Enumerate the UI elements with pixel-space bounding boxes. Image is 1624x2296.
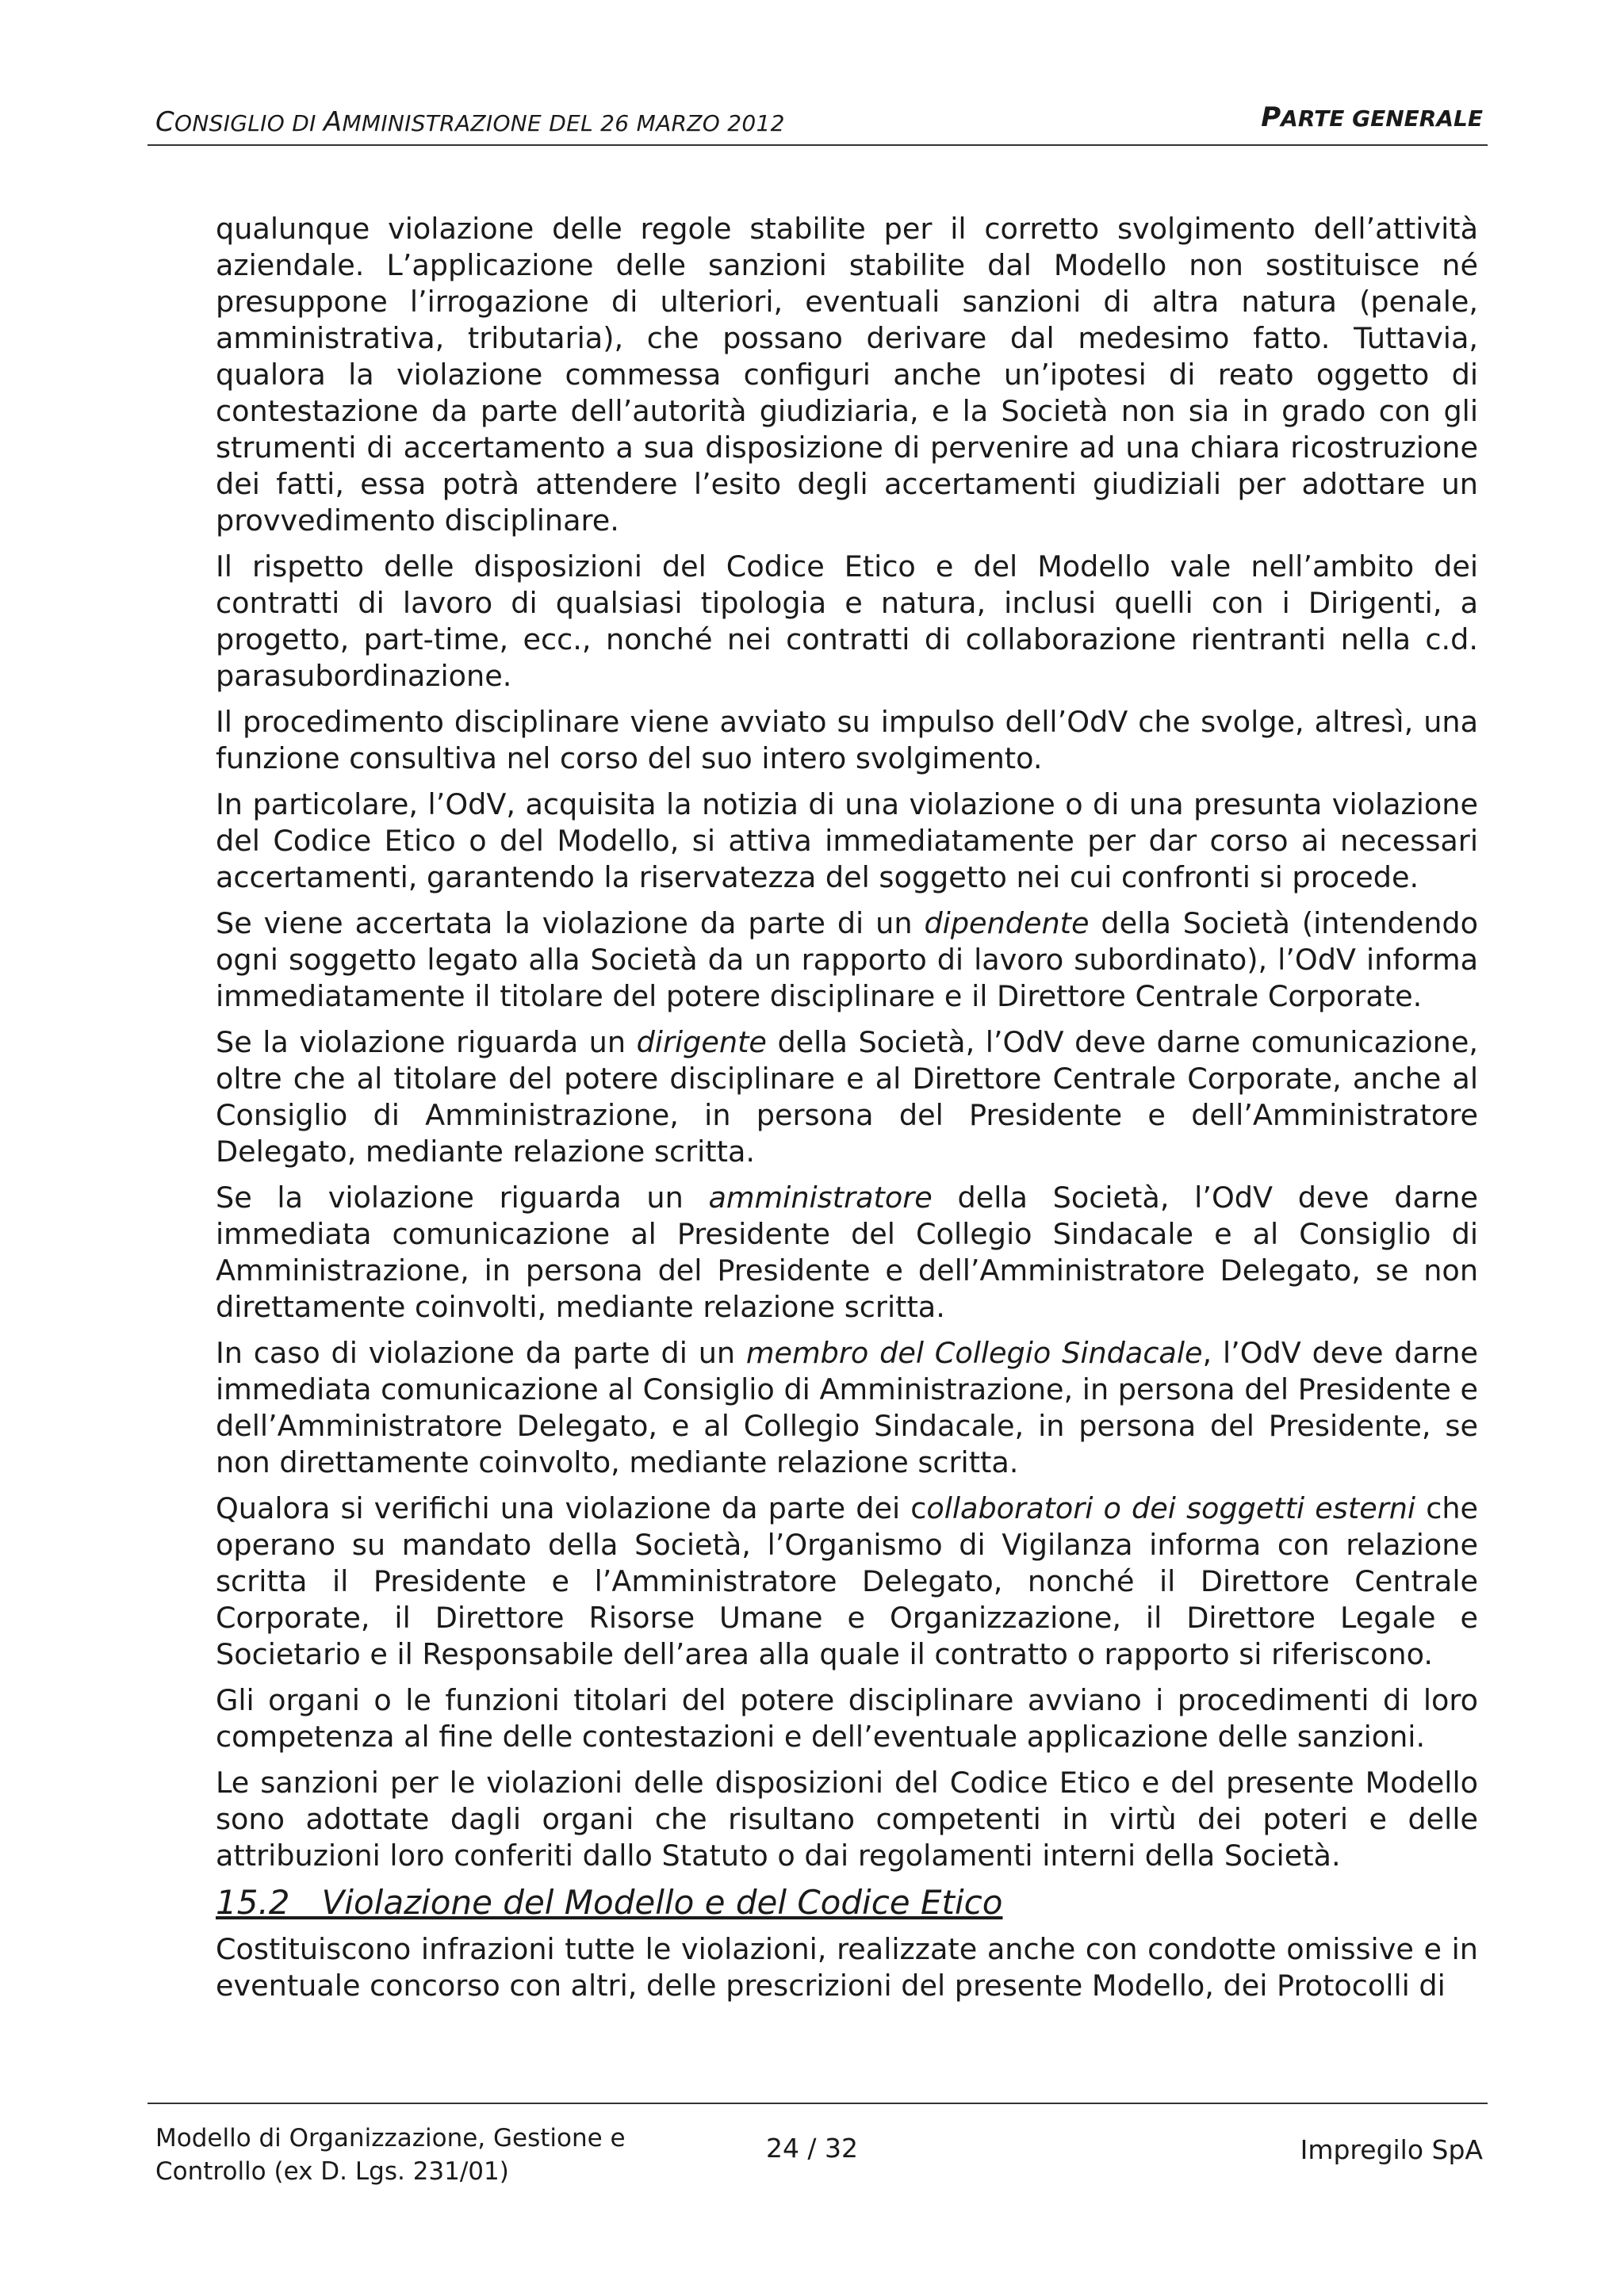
header-section-title: PARTE GENERALE [1261,101,1483,133]
paragraph: Se la violazione riguarda un amministratore della Società, l’OdV deve darne immediata comunicazione al Presidente del Collegio Sindacale e al Consiglio di Amministrazione, in persona del Presidente e dell’Amministratore Delegato, se non direttamente coinvolti, mediante relazione scritta. [216,1181,1478,1324]
paragraph: Il procedimento disciplinare viene avviato su impulso dell’OdV che svolge, altresì, una funzione consultiva nel corso del suo intero svolgimento. [216,705,1478,775]
paragraph: In caso di violazione da parte di un membro del Collegio Sindacale, l’OdV deve darne immediata comunicazione al Consiglio di Amministrazione, in persona del Presidente e dell’Amministratore Delegato, e al Collegio Sindacale, in persona del Presidente, se non direttamente coinvolto, mediante relazione scritta. [216,1336,1478,1479]
footer-divider [147,2103,1488,2104]
section-heading: 15.2 Violazione del Modello e del Codice Etico [216,1883,1003,1922]
paragraph: Qualora si verifichi una violazione da parte dei collaboratori o dei soggetti esterni che operano su mandato della Società, l’Organismo di Vigilanza informa con relazione scritta il Presidente e l’Amministratore Delegato, nonché il Direttore Centrale Corporate, il Direttore Risorse Umane e Organizzazione, il Direttore Legale e Societario e il Responsabile dell’area alla quale il contratto o rapporto si riferiscono. [216,1491,1479,1671]
header-document-title: CONSIGLIO DI AMMINISTRAZIONE DEL 26 MARZO 2012 [155,106,785,138]
paragraph: Se viene accertata la violazione da parte di un dipendente della Società (intendendo ogni soggetto legato alla Società da un rapporto di lavoro subordinato), l’OdV informa immediatamente il titolare del potere disciplinare e il Direttore Centrale Corporate. [216,906,1479,1013]
paragraph: Se la violazione riguarda un dirigente della Società, l’OdV deve darne comunicazione, oltre che al titolare del potere disciplinare e al Direttore Centrale Corporate, anche al Consiglio di Amministrazione, in persona del Presidente e dell’Amministratore Delegato, mediante relazione scritta. [216,1025,1478,1169]
emphasis: dirigente [636,1025,767,1059]
paragraph: qualunque violazione delle regole stabilite per il corretto svolgimento dell’attività aziendale. L’applicazione delle sanzioni stabilite dal Modello non sostituisce né presuppone l’irrogazione di ulteriori, eventuali sanzioni di altra natura (penale, amministrativa, tributaria), che possano derivare dal medesimo fatto. Tuttavia, qualora la violazione commessa configuri anche un’ipotesi di reato oggetto di contestazione da parte dell’autorità giudiziaria, e la Società non sia in grado con gli strumenti di accertamento a sua disposizione di pervenire ad una chiara ricostruzione dei fatti, essa potrà attendere l’esito degli accertamenti giudiziali per adottare un provvedimento disciplinare. [216,212,1478,538]
emphasis: dipendente [924,906,1090,940]
paragraph: Le sanzioni per le violazioni delle disposizioni del Codice Etico e del presente Modello sono adottate dagli organi che risultano competenti in virtù dei poteri e delle attribuzioni loro conferiti dallo Statuto o dai regolamenti interni della Società. [216,1766,1478,1873]
footer-company: Impregilo SpA [1300,2134,1483,2165]
header-divider [147,144,1488,146]
emphasis: amministratore [708,1181,933,1215]
emphasis: membro del Collegio Sindacale [745,1336,1203,1370]
paragraph: Il rispetto delle disposizioni del Codice Etico e del Modello vale nell’ambito dei contratti di lavoro di qualsiasi tipologia e natura, inclusi quelli con i Dirigenti, a progetto, part-time, ecc., nonché nei contratti di collaborazione rientranti nella c.d. parasubordinazione. [216,549,1478,693]
emphasis: ollaboratori o dei soggetti esterni [926,1491,1416,1525]
document-body [216,211,1478,2014]
paragraph: In particolare, l’OdV, acquisita la notizia di una violazione o di una presunta violazione del Codice Etico o del Modello, si attiva immediatamente per dar corso ai necessari accertamenti, garantendo la riservatezza del soggetto nei cui confronti si procede. [216,787,1478,894]
footer-line: Modello di Organizzazione, Gestione e [155,2124,626,2152]
paragraph: Gli organi o le funzioni titolari del potere disciplinare avviano i procedimenti di loro competenza al fine delle contestazioni e dell’eventuale applicazione delle sanzioni. [216,1683,1478,1754]
paragraph: Costituiscono infrazioni tutte le violazioni, realizzate anche con condotte omissive e in eventuale concorso con altri, delle prescrizioni del presente Modello, dei Protocolli di [216,1932,1478,2003]
page-header [155,98,1483,146]
footer-line: Controllo (ex D. Lgs. 231/01) [155,2157,509,2186]
page-number: 24 / 32 [765,2133,859,2164]
